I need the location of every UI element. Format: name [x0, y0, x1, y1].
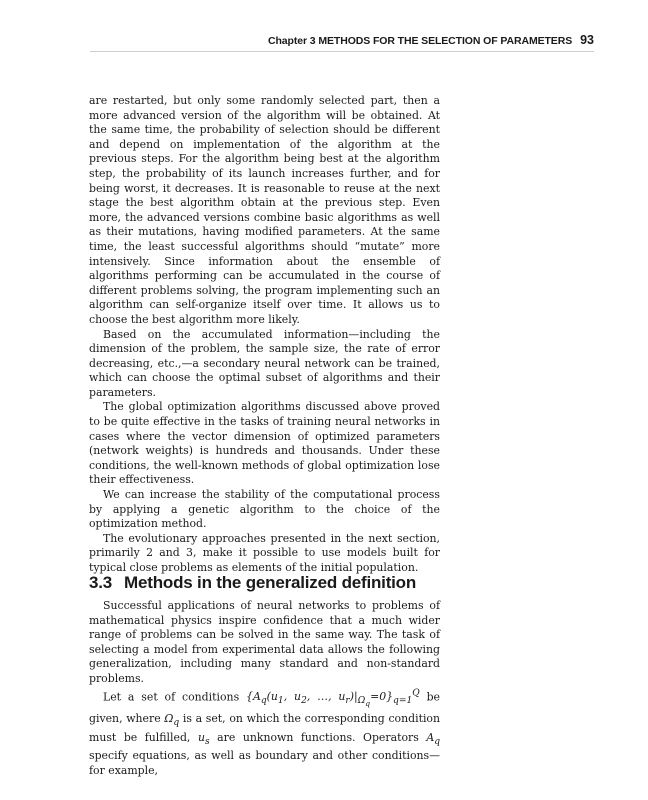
paragraph-with-math	[89, 687, 440, 779]
running-head	[90, 33, 594, 52]
text-run: are unknown functions. Operators	[217, 730, 419, 744]
text-run: is a set, on which the corresponding condition must be fulfilled,	[89, 711, 440, 744]
math-conditions: {$A_q(u_1$, $u_2$, …, $u_r)|_{\Omega_q}=0\}_{q=1}^Q$	[246, 688, 420, 709]
paragraph: Successful applications of neural networks to problems of mathematical physics inspire confidence that a much wider range of problems can be solved in the same way. The task of selecting a model from experimental data allows the following generalization, including many standard and non-standard problems.	[89, 599, 440, 685]
paragraph: The evolutionary approaches presented in the next section, primarily 2 and 3, make it possible to use models built for typical close problems as elements of the initial population.	[89, 531, 440, 574]
section-title: Methods in the generalized definition	[124, 573, 417, 592]
paragraph: We can increase the stability of the computational process by applying a genetic algorithm to the choice of the optimization method.	[89, 488, 440, 531]
text-run: specify equations, as well as boundary and other conditions—for example,	[89, 749, 440, 777]
section-number: 3.3	[89, 573, 113, 592]
paragraph: Based on the accumulated information—including the dimension of the problem, the sample size, the rate of error decreasing, etc.,—a secondary neural network can be trained, which can choose the optimal subset of algorithms and their parameters.	[89, 327, 440, 399]
math-aq: $A_q$	[426, 730, 441, 747]
text-run: be given, where	[89, 690, 440, 725]
section-heading	[89, 573, 440, 593]
body-text-top	[89, 94, 440, 576]
chapter-title: Chapter 3 METHODS FOR THE SELECTION OF PARAMETERS	[268, 35, 573, 47]
math-omega: $\Omega_q$	[164, 711, 180, 728]
paragraph: are restarted, but only some randomly selected part, then a more advanced version of the algorithm will be obtained. At the same time, the probability of selection should be different and depend on implementation of the algorithm at the previous steps. For the algorithm being best at the algorithm step, the probability of its launch increases further, and for being worst, it decreases. It is reasonable to reuse at the next stage the best algorithm obtain at the previous step. Even more, the advanced versions combine basic algorithms as well as their mutations, having modified parameters. At the same time, the least successful algorithms should “mutate” more intensively. Since information about the ensemble of algorithms performing can be accumulated in the course of different problems solving, the program implementing such an algorithm can self-organize itself over time. It allows us to choose the best algorithm more likely.	[89, 94, 440, 326]
math-us: $u_s$	[197, 730, 210, 747]
page-number: 93	[580, 33, 594, 47]
body-text-section	[89, 599, 440, 778]
paragraph: The global optimization algorithms discussed above proved to be quite effective in the tasks of training neural networks in cases where the vector dimension of optimized parameters (network weights) is hundreds and thousands. Under these conditions, the well-known methods of global optimization lose their effectiveness.	[89, 400, 440, 487]
text-run: Let a set of conditions	[103, 690, 240, 704]
